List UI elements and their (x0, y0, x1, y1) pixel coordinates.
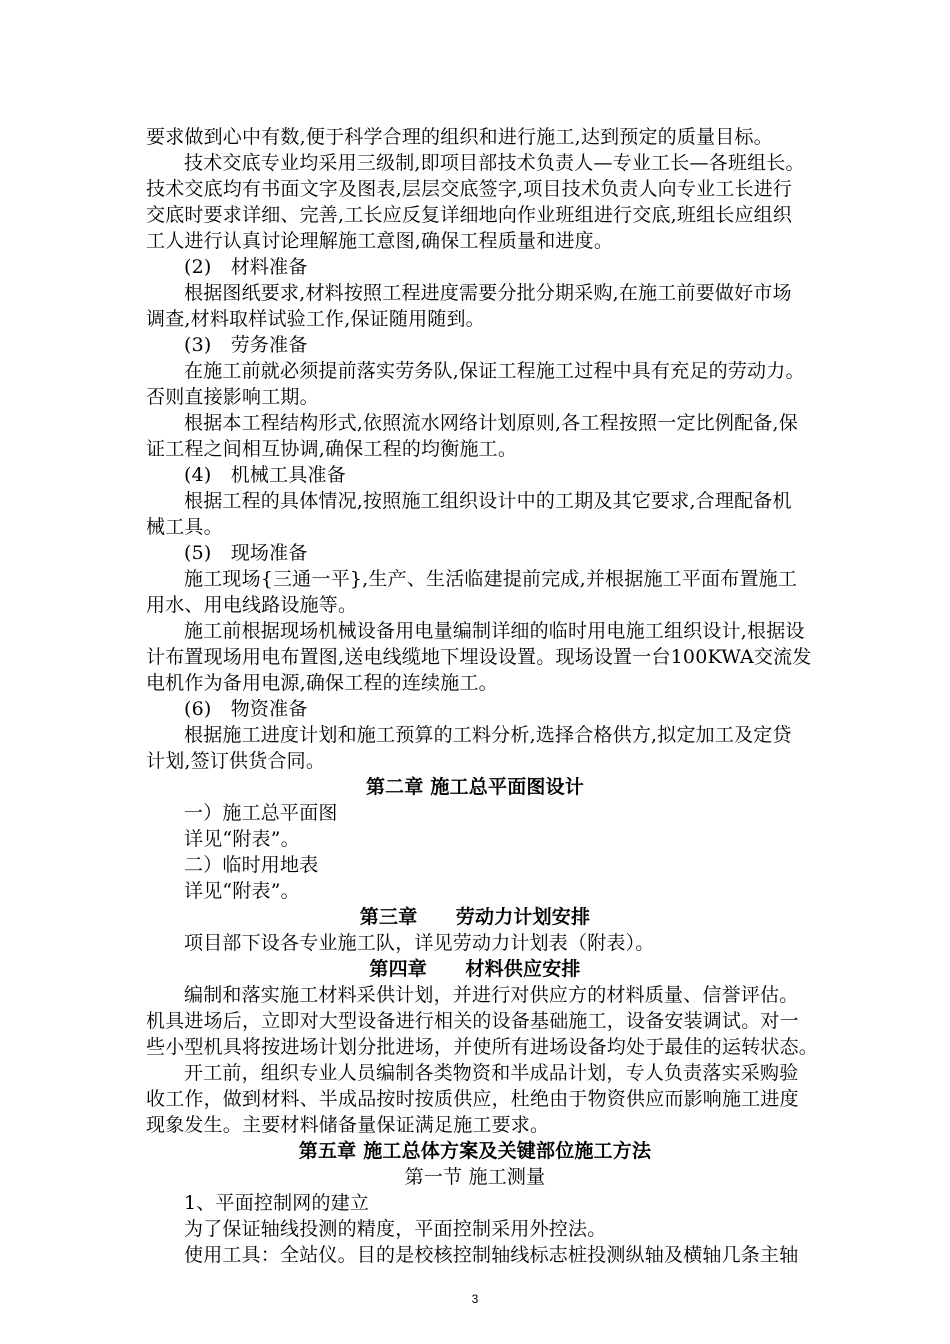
text-line: 用水、用电线路设施等。 (146, 594, 358, 616)
section-heading: (3) 劳务准备 (184, 334, 308, 356)
text-line: 根据工程的具体情况,按照施工组织设计中的工期及其它要求,合理配备机 (184, 490, 792, 512)
text-line: 根据本工程结构形式,依照流水网络计划原则,各工程按照一定比例配备,保 (184, 412, 798, 434)
text-line: 编制和落实施工材料采供计划，并进行对供应方的材料质量、信誉评估。 (184, 984, 799, 1006)
text-line: 工人进行认真讨论理解施工意图,确保工程质量和进度。 (146, 230, 614, 252)
text-line: 计布置现场用电布置图,送电线缆地下埋设设置。现场设置一台100KWA交流发 (146, 646, 812, 668)
chapter-title: 第二章 施工总平面图设计 (365, 776, 584, 798)
section-title: 第一节 施工测量 (404, 1166, 546, 1188)
subsection-heading: 一）施工总平面图 (184, 802, 338, 824)
section-heading: (4) 机械工具准备 (184, 464, 346, 486)
text-line: 电机作为备用电源,确保工程的连续施工。 (146, 672, 498, 694)
section-heading: (2) 材料准备 (184, 256, 308, 278)
text-line: 些小型机具将按进场计划分批进场，并使所有进场设备均处于最佳的运转状态。 (146, 1036, 819, 1058)
text-line: 证工程之间相互协调,确保工程的均衡施工。 (146, 438, 518, 460)
text-line: 项目部下设各专业施工队，详见劳动力计划表（附表）。 (184, 932, 655, 954)
text-line: 使用工具：全站仪。目的是校核控制轴线标志桩投测纵轴及横轴几条主轴 (184, 1244, 799, 1266)
chapter-title: 第三章 劳动力计划安排 (359, 906, 591, 928)
section-heading: (5) 现场准备 (184, 542, 308, 564)
text-line: 根据图纸要求,材料按照工程进度需要分批分期采购,在施工前要做好市场 (184, 282, 792, 304)
page-number: 3 (471, 1292, 479, 1306)
text-line: 根据施工进度计划和施工预算的工料分析,选择合格供方,拟定加工及定贷 (184, 724, 792, 746)
text-line: 在施工前就必须提前落实劳务队,保证工程施工过程中具有充足的劳动力。 (184, 360, 805, 382)
text-line: 开工前，组织专业人员编制各类物资和半成品计划，专人负责落实采购验 (184, 1062, 799, 1084)
text-line: 械工具。 (146, 516, 223, 538)
text-line: 收工作，做到材料、半成品按时按质供应，杜绝由于物资供应而影响施工进度 (146, 1088, 799, 1110)
text-line: 技术交底均有书面文字及图表,层层交底签字,项目技术负责人向专业工长进行 (146, 178, 793, 200)
text-line: 施工前根据现场机械设备用电量编制详细的临时用电施工组织设计,根据设 (184, 620, 805, 642)
text-line: 详见“附表”。 (184, 880, 300, 902)
chapter-title: 第四章 材料供应安排 (369, 958, 581, 980)
text-line: 为了保证轴线投测的精度，平面控制采用外控法。 (184, 1218, 607, 1240)
text-line: 技术交底专业均采用三级制,即项目部技术负责人—专业工长—各班组长。 (184, 152, 805, 174)
text-line: 详见“附表”。 (184, 828, 300, 850)
text-line: 机具进场后，立即对大型设备进行相关的设备基础施工，设备安装调试。对一 (146, 1010, 799, 1032)
text-line: 交底时要求详细、完善,工长应反复详细地向作业班组进行交底,班组长应组织 (146, 204, 793, 226)
text-line: 施工现场{三通一平},生产、生活临建提前完成,并根据施工平面布置施工 (184, 568, 798, 590)
text-line: 现象发生。主要材料储备量保证满足施工要求。 (146, 1114, 550, 1136)
text-line: 要求做到心中有数,便于科学合理的组织和进行施工,达到预定的质量目标。 (146, 126, 773, 148)
text-line: 调查,材料取样试验工作,保证随用随到。 (146, 308, 485, 330)
text-line: 计划,签订供货合同。 (146, 750, 326, 772)
chapter-title: 第五章 施工总体方案及关键部位施工方法 (298, 1140, 652, 1162)
text-line: 否则直接影响工期。 (146, 386, 319, 408)
subsection-heading: 1、平面控制网的建立 (184, 1192, 370, 1214)
subsection-heading: 二）临时用地表 (184, 854, 319, 876)
section-heading: (6) 物资准备 (184, 698, 308, 720)
